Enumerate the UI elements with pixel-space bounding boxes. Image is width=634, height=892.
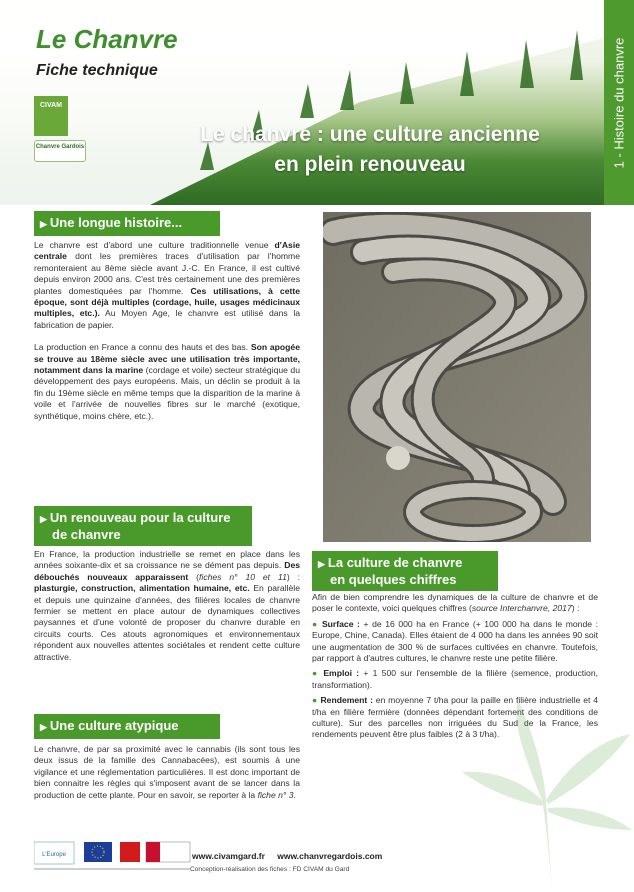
- figures-emploi: [312, 668, 598, 691]
- text-run: En parallèle et depuis une quinzaine d'années, des filières locales de chanvre fermier se mettent en place autour de dynamiques collectives paysannes et d'une volonté de proposer du chanvre durable en circuits courts. Ces atouts agronomiques et environnementaux répondent aux nouvelles attentes sociétales et rendent cette culture attractive.: [34, 583, 300, 662]
- text-run: Afin de bien comprendre les dynamiques de la culture de chanvre et de poser le contexte, voici quelques chiffres (: [312, 592, 598, 614]
- text-run-bold: Rendement :: [320, 695, 373, 706]
- triangle-icon: ▶: [40, 722, 47, 732]
- section-heading-figures: [312, 551, 498, 591]
- section-heading-atypical: [34, 714, 220, 739]
- bullet-icon: ●: [312, 618, 322, 629]
- link-chanvregardois[interactable]: www.chanvregardois.com: [277, 851, 383, 861]
- text-run: Le chanvre, de par sa proximité avec le cannabis (ils sont tous les deux issus de la famille des Cannabacées), est soumis à une vigilance et une réglementation particulières. Il est donc important de bien connaitre les règles qui s'imposent avant de se lancer dans la production de cette plante. Pour en savoir, se reporter à la: [34, 744, 300, 800]
- text-run-italic: fiche n° 3: [257, 789, 294, 800]
- text-run: ) :: [571, 603, 580, 614]
- footer-links: [192, 851, 392, 861]
- section-heading-renewal-line-1: Un renouveau pour la culture: [49, 510, 231, 525]
- triangle-icon: ▶: [40, 219, 47, 229]
- svg-text:L'Europe: L'Europe: [42, 852, 66, 858]
- text-run-bold: Des débouchés nouveaux apparaissent: [34, 560, 300, 582]
- partner-logos: [34, 838, 194, 874]
- text-run: ) :: [286, 571, 300, 582]
- hemp-leaf-icon: [452, 690, 632, 890]
- text-run-bold: plasturgie, construction, alimentation humaine, etc.: [34, 583, 250, 594]
- text-run: Au Moyen Age, le chanvre est utilisé dans la fabrication de papier.: [34, 308, 301, 330]
- text-run: (: [188, 571, 200, 582]
- renewal-text: [34, 549, 300, 663]
- footer-credit: Conception-réalisation des fiches : FD CIVAM du Gard: [190, 866, 350, 873]
- figures-surface: [312, 619, 598, 665]
- text-run: en moyenne 7 t/ha pour la paille en filière industrielle et 4 t/ha en filière fermière (données dépendant fortement des conditions de culture). Sur des parcelles non irriguées du Sud de la France, les rendements peuvent être plus faibles (2 à 3 t/ha).: [312, 695, 598, 740]
- page-title: Le Chanvre: [36, 24, 178, 54]
- text-run-bold: Surface :: [321, 618, 360, 629]
- text-run-bold: Emploi :: [323, 668, 360, 679]
- bullet-icon: ●: [312, 695, 321, 706]
- headline-line-2: en plein renouveau: [274, 153, 466, 176]
- atypical-text: [34, 744, 300, 801]
- text-run-italic: source Interchanvre, 2017: [471, 603, 572, 614]
- section-heading-figures-line-1: La culture de chanvre: [327, 555, 463, 570]
- section-heading-history-text: Une longue histoire...: [49, 215, 183, 230]
- text-run-bold: d'Asie centrale: [34, 240, 300, 262]
- section-heading-atypical-text: Une culture atypique: [49, 718, 179, 733]
- text-run: + 1 500 sur l'ensemble de la filière (semence, production, transformation).: [312, 668, 598, 690]
- chanvre-gardois-logo: [34, 140, 86, 162]
- civam-logo: [34, 96, 68, 136]
- text-run: Le chanvre est d'abord une culture traditionnelle venue: [34, 240, 275, 250]
- text-run-italic: fiches n° 10 et 11: [199, 571, 287, 582]
- triangle-icon: ▶: [40, 514, 47, 524]
- triangle-icon: ▶: [318, 559, 325, 569]
- text-run: En France, la production industrielle se remet en place dans les années soixante-dix et sa croissance ne se dément pas depuis.: [34, 549, 300, 571]
- headline-line-1: Le chanvre : une culture ancienne: [200, 123, 540, 146]
- section-heading-renewal-line-2: de chanvre: [52, 527, 121, 542]
- text-run-bold: Son apogée se trouve au 18ème siècle avec une utilisation très importante, notamment dans la marine: [34, 342, 300, 376]
- section-heading-history: [34, 211, 220, 236]
- text-run: (cordage et voile) secteur stratégique du développement des pays européens. Mais, un déclin se produit à la fin du 19ème siècle en même temps que la disparition de la marine à voile et l'arrivée de nouvelles fibres sur le marché (exotique, synthétique, moins chère, etc.).: [34, 365, 300, 421]
- history-text: [34, 240, 300, 433]
- section-heading-figures-line-2: en quelques chiffres: [330, 572, 457, 587]
- coiled-rope-photo: [323, 212, 591, 542]
- history-paragraph-2: [34, 342, 300, 422]
- chapter-tab: [604, 0, 634, 205]
- section-heading-renewal: [34, 506, 252, 546]
- headline: [160, 120, 580, 180]
- renewal-paragraph: [34, 549, 300, 663]
- text-run: + de 16 000 ha en France (+ 100 000 ha dans le monde : Europe, Chine, Canada). Elles étaient de 4 000 ha dans les années 90 soit une augmentation de 300 % de surfaces cultivées en chanvre. Toutefois, par rapport à d'autres cultures, le chanvre reste une petite filière.: [312, 618, 598, 664]
- civam-logo-text: CIVAM: [39, 102, 63, 109]
- page-subtitle: Fiche technique: [36, 62, 158, 79]
- text-run: La production en France a connu des hauts et des bas.: [34, 342, 251, 353]
- chanvre-gardois-logo-text: Chanvre Gardois: [35, 144, 85, 150]
- figures-intro: [312, 592, 598, 615]
- history-paragraph-1: [34, 240, 300, 331]
- bullet-icon: ●: [312, 668, 324, 679]
- header-banner: [0, 0, 634, 205]
- chapter-tab-label: 1 - Histoire du chanvre: [611, 37, 627, 168]
- text-run: .: [293, 789, 296, 800]
- text-run: dont les premières traces d'utilisation par l'homme remonteraient au 8ème siècle avant J.-C. En France, il est cultivé depuis environ 2000 ans. C'est très certainement une des premières plantes domestiquées par l'homme.: [34, 251, 300, 296]
- atypical-paragraph: [34, 744, 300, 801]
- text-run-bold: Ces utilisations, à cette époque, sont déjà multiples (cordage, huile, usages médicinaux multiples, etc.).: [34, 285, 300, 319]
- link-civamgard[interactable]: www.civamgard.fr: [192, 851, 265, 861]
